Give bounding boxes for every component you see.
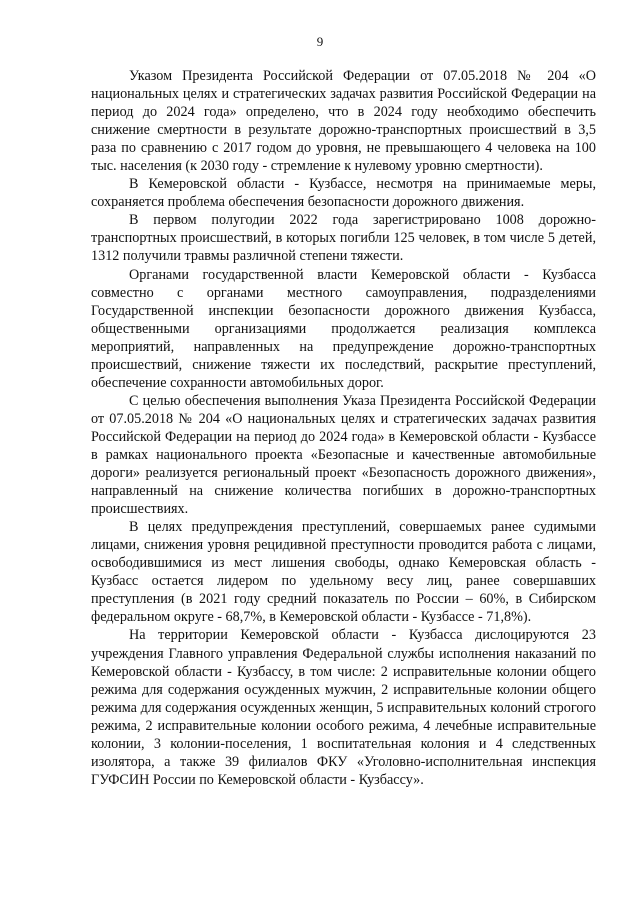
- paragraph-authorities-measures: Органами государственной власти Кемеровской области - Кузбасса совместно с органами местного самоуправления, подразделениями Государственной инспекции безопасности дорожного движения Кузбасса, общественными организациями продолжается реализация комплекса мероприятий, направленных на предупреждение дорожно-транспортных происшествий, снижение тяжести их последствий, раскрытие преступлений, обеспечение сохранности автомобильных дорог.: [91, 266, 596, 391]
- paragraph-decree-goals: Указом Президента Российской Федерации от 07.05.2018 № 204 «О национальных целях и стратегических задачах развития Российской Федерации на период до 2024 года» определено, что в 2024 году необходимо обеспечить снижение смертности в результате дорожно-транспортных происшествий в 3,5 раза по сравнению с 2017 годом до уровня, не превышающего 4 человека на 100 тыс. населения (к 2030 году - стремление к нулевому уровню смертности).: [91, 68, 596, 175]
- paragraph-road-safety-problem: В Кемеровской области - Кузбассе, несмотря на принимаемые меры, сохраняется проблема обеспечения безопасности дорожного движения.: [91, 176, 596, 211]
- paragraph-penitentiary-institutions: На территории Кемеровской области - Кузбасса дислоцируются 23 учреждения Главного управления Федеральной службы исполнения наказаний по Кемеровской области - Кузбассу, в том числе: 2 исправительные колонии общего режима для содержания осужденных мужчин, 2 исправительные колонии общего режима для содержания осужденных женщин, 5 исправительных колоний строгого режима, 2 исправительные колонии особого режима, 4 лечебные исправительные колонии, 3 колонии-поселения, 1 воспитательная колония и 4 следственных изолятора, а также 39 филиалов ФКУ «Уголовно-исполнительная инспекция ГУФСИН России по Кемеровской области - Кузбассу».: [91, 627, 596, 788]
- document-body: [91, 67, 596, 789]
- paragraph-accident-statistics: В первом полугодии 2022 года зарегистрировано 1008 дорожно-транспортных происшествий, в которых погибли 125 человек, в том числе 5 детей, 1312 получили травмы различной степени тяжести.: [91, 212, 596, 265]
- paragraph-recidivism: В целях предупреждения преступлений, совершаемых ранее судимыми лицами, снижения уровня рецидивной преступности проводится работа с лицами, освободившимися из мест лишения свободы, однако Кемеровская область - Кузбасс остается лидером по удельному весу лиц, ранее совершавших преступления (в 2021 году средний показатель по России – 60%, в Сибирском федеральном округе - 68,7%, в Кемеровской области - Кузбассе - 71,8%).: [91, 519, 596, 626]
- paragraph-regional-project: С целью обеспечения выполнения Указа Президента Российской Федерации от 07.05.2018 № 204 «О национальных целях и стратегических задачах развития Российской Федерации на период до 2024 года» в Кемеровской области - Кузбассе в рамках национального проекта «Безопасные и качественные автомобильные дороги» реализуется региональный проект «Безопасность дорожного движения», направленный на снижение количества погибших в дорожно-транспортных происшествиях.: [91, 392, 596, 518]
- page-number: 9: [316, 34, 324, 49]
